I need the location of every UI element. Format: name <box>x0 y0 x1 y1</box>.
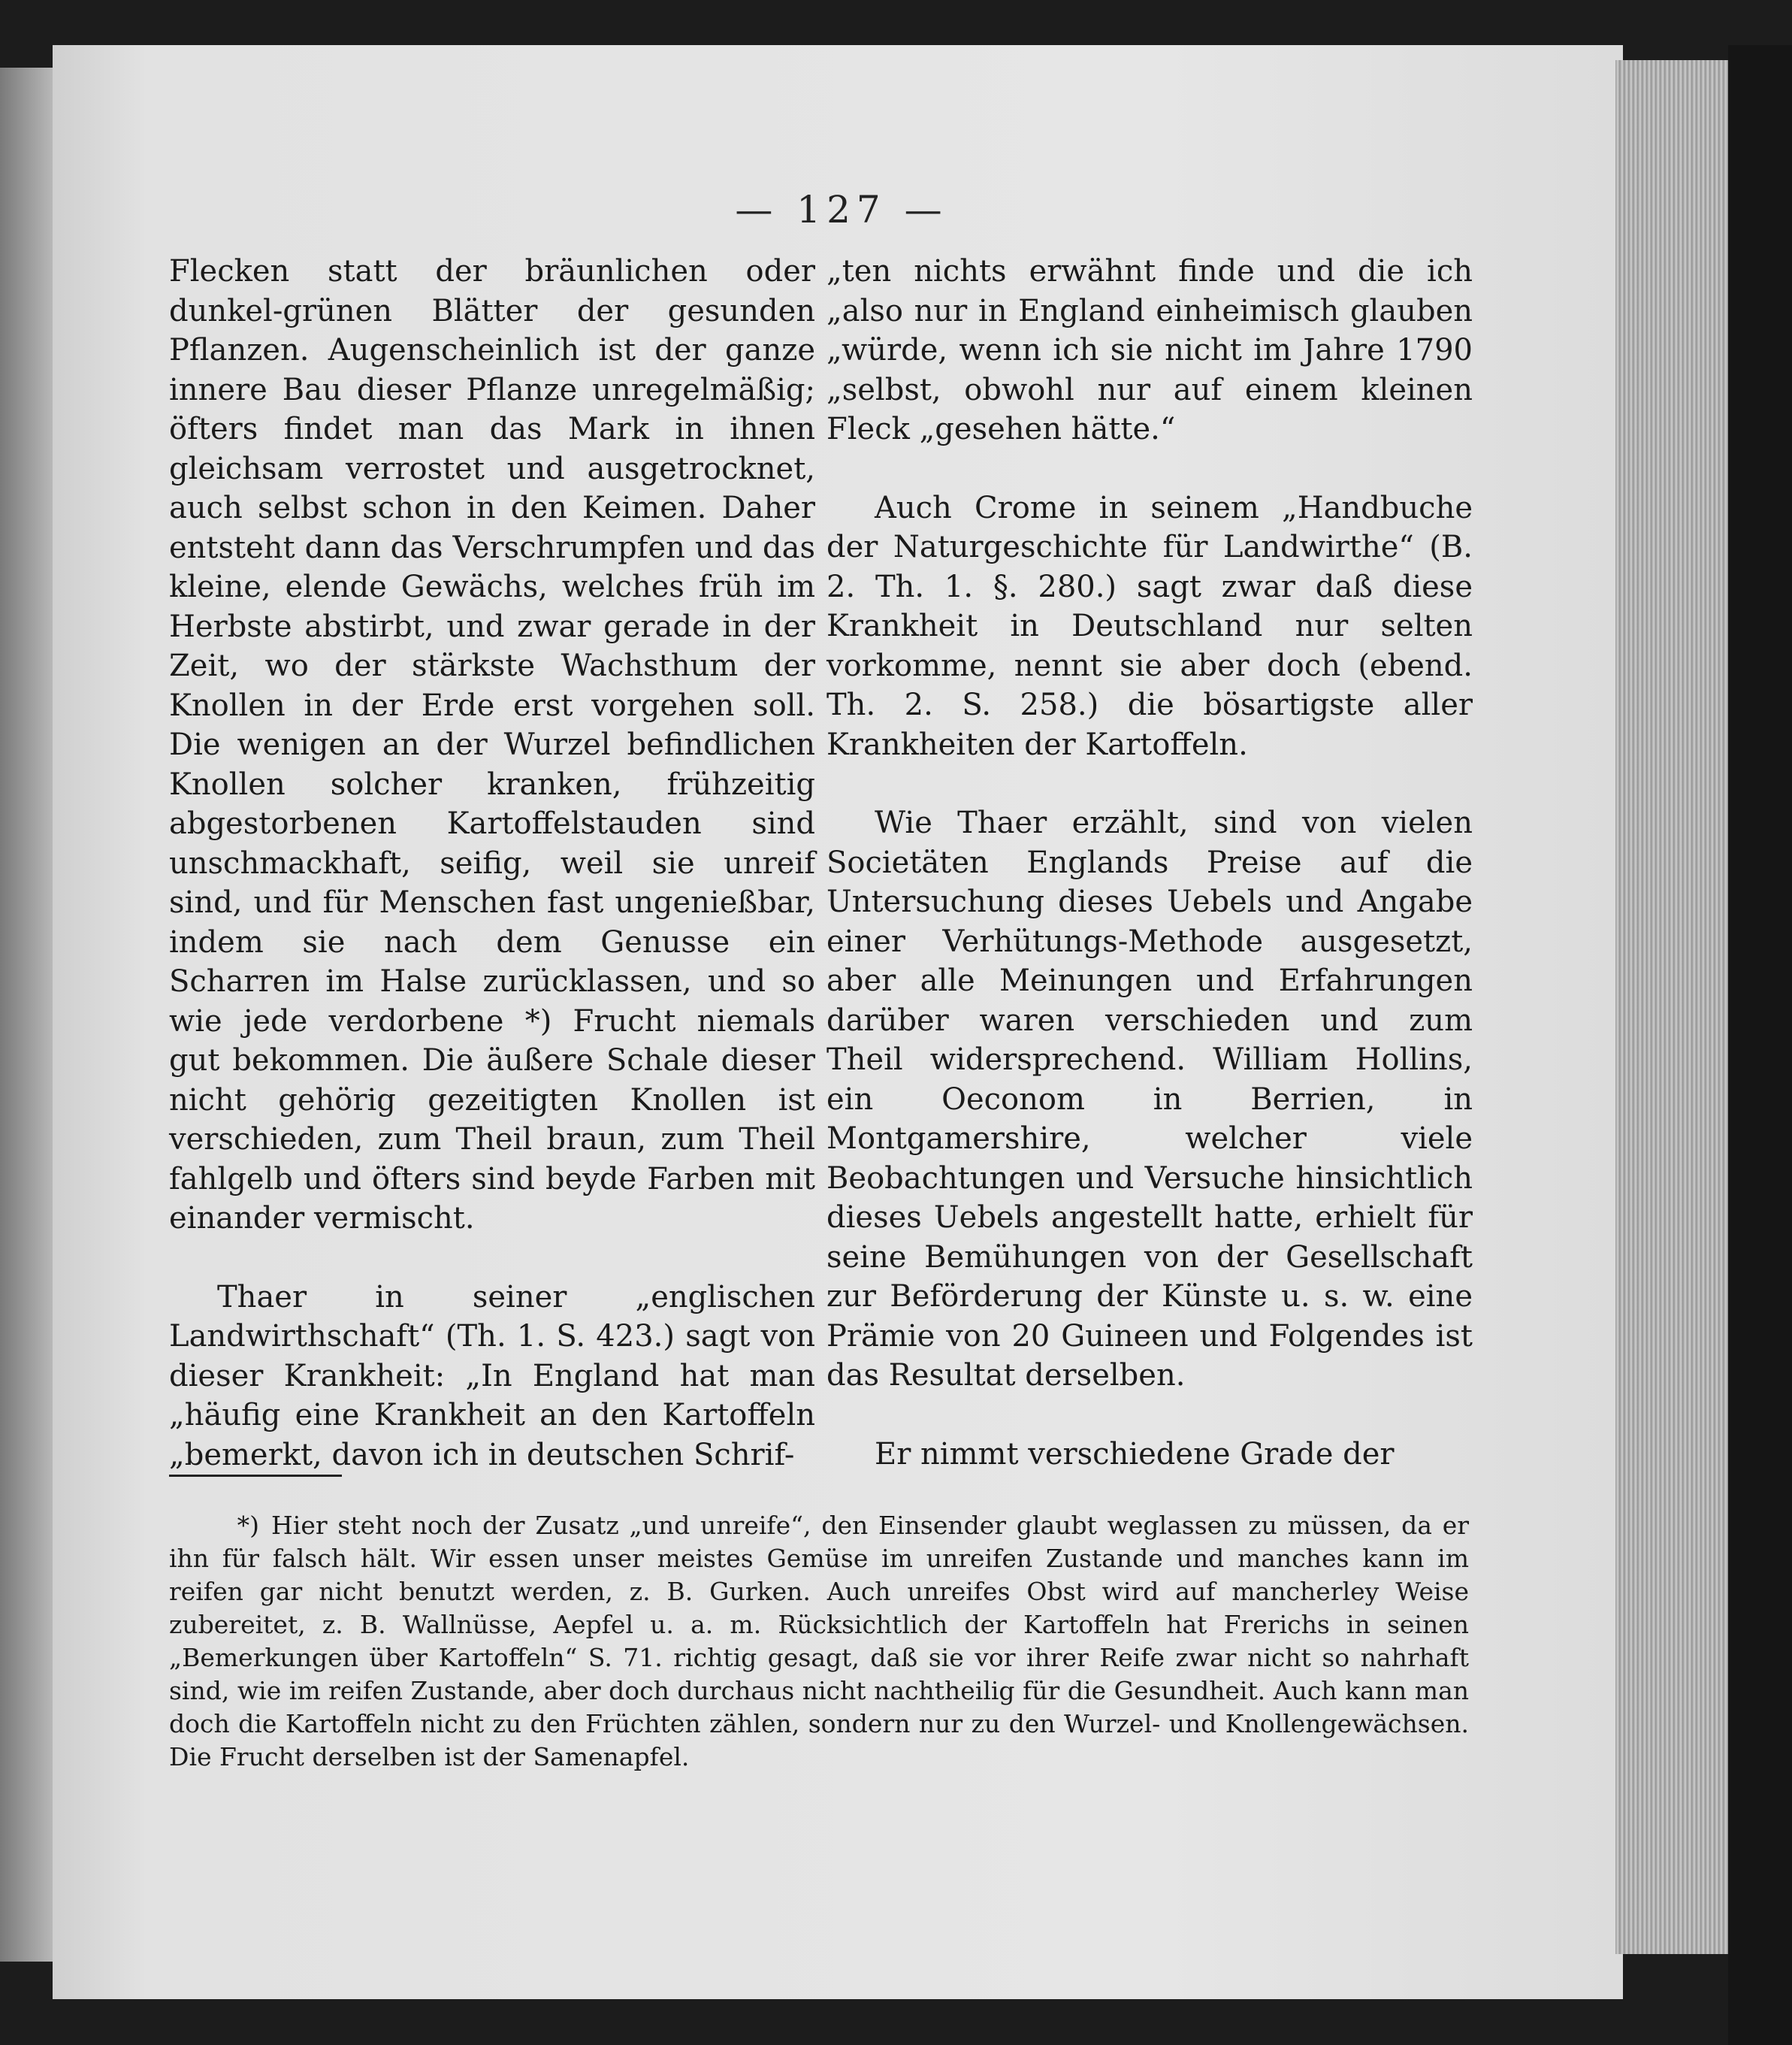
footnote-marker: *) <box>237 1511 259 1540</box>
paragraph: Auch Crome in seinem „Handbuche der Naturgeschichte für Landwirthe“ (B. 2. Th. 1. §. 280.) sagt zwar daß diese Krankheit in Deutschland nur selten vorkomme, nennt sie aber doch (ebend. Th. 2. S. 258.) die bösartigste aller Krankheiten der Kartoffeln. <box>826 490 1473 762</box>
footnote-divider <box>169 1475 342 1477</box>
paragraph: Wie Thaer erzählt, sind von vielen Societäten Englands Preise auf die Untersuchung dieses Uebels und Angabe einer Verhütungs-Methode ausgesetzt, aber alle Meinungen und Erfahrungen darüber waren verschieden und zum Theil widersprechend. William Hollins, ein Oeconom in Berrien, in Montgamershire, welcher viele Beobachtungen und Versuche hinsichtlich dieses Uebels angestellt hatte, erhielt für seine Bemühungen von der Gesellschaft zur Beförderung der Künste u. s. w. eine Prämie von 20 Guineen und Folgendes ist das Resultat derselben. <box>826 806 1473 1393</box>
right-text-column <box>826 252 1473 1474</box>
footnote <box>169 1509 1469 1774</box>
footnote-text: Hier steht noch der Zusatz „und unreife“, den Einsender glaubt weglassen zu müssen, da er ihn für falsch hält. Wir essen unser meistes Gemüse im unreifen Zustande und manches kann im reifen gar nicht benutzt werden, z. B. Gurken. Auch unreifes Obst wird auf mancherley Weise zubereitet, z. B. Wallnüsse, Aepfel u. a. m. Rücksichtlich der Kartoffeln hat Frerichs in seinen „Bemerkungen über Kartoffeln“ S. 71. richtig gesagt, daß sie vor ihrer Reife zwar nicht so nahrhaft sind, wie im reifen Zustande, aber doch durchaus nicht nachtheilig für die Gesundheit. Auch kann man doch die Kartoffeln nicht zu den Früchten zählen, sondern nur zu den Wurzel- und Knollengewächsen. Die Frucht derselben ist der Samenapfel. <box>169 1511 1469 1771</box>
paragraph: Er nimmt verschiedene Grade der <box>875 1436 1395 1472</box>
left-text-column <box>169 252 815 1475</box>
page-number: — 127 — <box>735 188 948 231</box>
page-block-edge <box>1615 60 1736 1954</box>
paragraph: „ten nichts erwähnt finde und die ich „also nur in England einheimisch glauben „würde, wenn ich sie nicht im Jahre 1790 „selbst, obwohl nur auf einem kleinen Fleck „gesehen hätte.“ <box>826 254 1473 446</box>
paragraph: Flecken statt der bräunlichen oder dunkel-grünen Blätter der gesunden Pflanzen. Augenscheinlich ist der ganze innere Bau dieser Pflanze unregelmäßig; öfters findet man das Mark in ihnen gleichsam verrostet und ausgetrocknet, auch selbst schon in den Keimen. Daher entsteht dann das Verschrumpfen und das kleine, elende Gewächs, welches früh im Herbste abstirbt, und zwar gerade in der Zeit, wo der stärkste Wachsthum der Knollen in der Erde erst vorgehen soll. Die wenigen an der Wurzel befindlichen Knollen solcher kranken, frühzeitig abgestorbenen Kartoffelstauden sind unschmackhaft, seifig, weil sie unreif sind, und für Menschen fast ungenießbar, indem sie nach dem Genusse ein Scharren im Halse zurücklassen, und so wie jede verdorbene *) Frucht niemals gut bekommen. Die äußere Schale dieser nicht gehörig gezeitigten Knollen ist verschieden, zum Theil braun, zum Theil fahlgelb und öfters sind beyde Farben mit einander vermischt. <box>169 254 815 1236</box>
paragraph: Thaer in seiner „englischen Landwirthschaft“ (Th. 1. S. 423.) sagt von dieser Krankheit: „In England hat man „häufig eine Krankheit an den Kartoffeln „bemerkt, davon ich in deutschen Schrif- <box>169 1279 815 1472</box>
left-page-edge <box>0 68 53 1962</box>
background-shadow <box>1728 45 1792 2045</box>
